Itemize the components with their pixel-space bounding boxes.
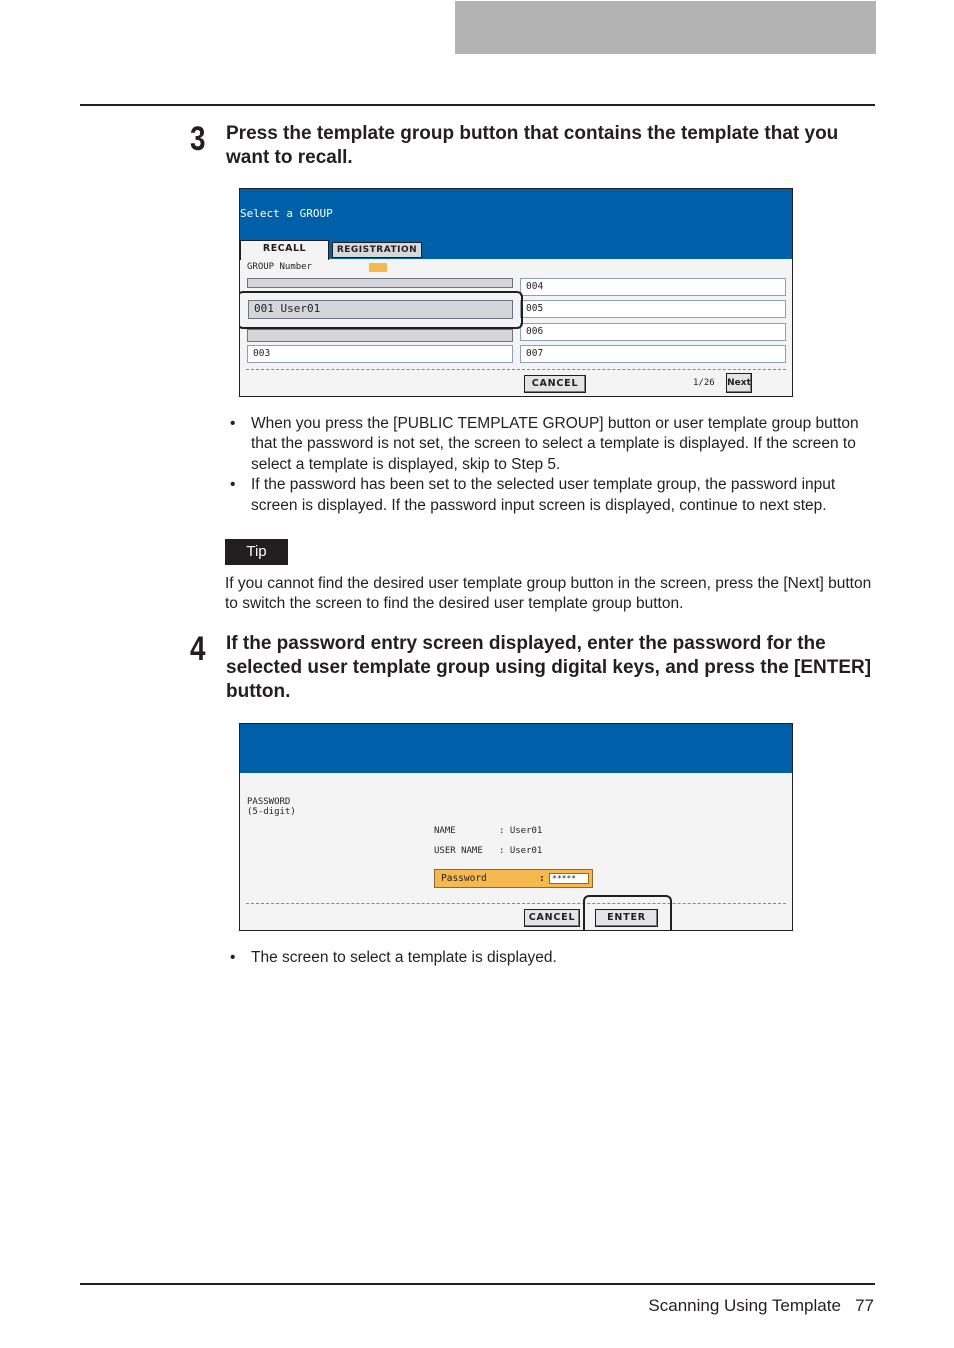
user02-group-button[interactable] <box>247 329 513 342</box>
tip-text: If you cannot find the desired user template group button in the screen, press the [Next] button to switch the screen to find the desired user template group button. <box>225 575 872 613</box>
divider <box>246 903 786 904</box>
step-3-notes <box>230 414 878 516</box>
group-number-field[interactable] <box>369 263 387 272</box>
list-item: • When you press the [PUBLIC TEMPLATE GROUP] button or user template group button that the password is not set, the screen to select a template is displayed. If the screen to select a template is displayed, skip to Step 5. <box>230 414 878 475</box>
group-003-button[interactable]: 003 <box>247 345 513 363</box>
cancel-button[interactable]: CANCEL <box>524 375 586 393</box>
step-4-notes <box>230 948 878 968</box>
next-button[interactable]: Next <box>726 373 752 393</box>
bottom-rule <box>80 1283 875 1285</box>
screen-title-bar <box>240 724 792 773</box>
group-005-button[interactable]: 005 <box>520 300 786 318</box>
screen-title: Select a GROUP <box>240 207 333 220</box>
password-screen <box>239 723 793 931</box>
step-3-number: 3 <box>190 120 206 158</box>
tab-recall[interactable]: RECALL <box>240 240 329 260</box>
user-name-value: : User01 <box>499 846 543 856</box>
group-004-button[interactable]: 004 <box>520 278 786 296</box>
password-field[interactable] <box>434 869 593 888</box>
password-field-label: Password <box>441 873 487 884</box>
enter-button[interactable]: ENTER <box>595 909 658 927</box>
tab-registration[interactable]: REGISTRATION <box>332 242 422 258</box>
group-number-label: GROUP Number <box>247 262 313 272</box>
password-field-colon: : <box>539 873 545 884</box>
password-digits-label: (5-digit) <box>247 807 296 817</box>
page-number: 77 <box>855 1296 874 1315</box>
page-indicator: 1/26 <box>693 378 715 388</box>
footer-section: Scanning Using Template <box>648 1296 841 1315</box>
name-label: NAME <box>434 826 456 836</box>
password-input[interactable]: ***** <box>549 873 589 884</box>
select-group-screen <box>239 188 793 397</box>
group-007-button[interactable]: 007 <box>520 345 786 363</box>
user-name-label: USER NAME <box>434 846 483 856</box>
list-item: • The screen to select a template is displayed. <box>230 948 878 968</box>
divider <box>246 369 786 370</box>
password-label: PASSWORD <box>247 797 291 807</box>
public-template-group-button[interactable] <box>247 278 513 288</box>
name-value: : User01 <box>499 826 543 836</box>
step-3-heading: Press the template group button that contains the template that you want to recall. <box>226 123 839 168</box>
tip-label: Tip <box>225 539 288 565</box>
step-4-number: 4 <box>190 630 206 668</box>
highlight-callout <box>239 291 523 329</box>
step-4-heading: If the password entry screen displayed, enter the password for the selected user template group using digital keys, and press the [ENTER] button. <box>226 633 872 702</box>
top-rule <box>80 104 875 106</box>
highlight-callout <box>583 895 672 931</box>
cancel-button[interactable]: CANCEL <box>524 909 580 927</box>
user01-group-button[interactable]: 001 User01 <box>248 300 513 319</box>
group-006-button[interactable]: 006 <box>520 323 786 341</box>
footer <box>648 1296 874 1316</box>
list-item: • If the password has been set to the selected user template group, the password input screen is displayed. If the password input screen is displayed, continue to next step. <box>230 475 878 516</box>
header-band <box>455 1 876 54</box>
